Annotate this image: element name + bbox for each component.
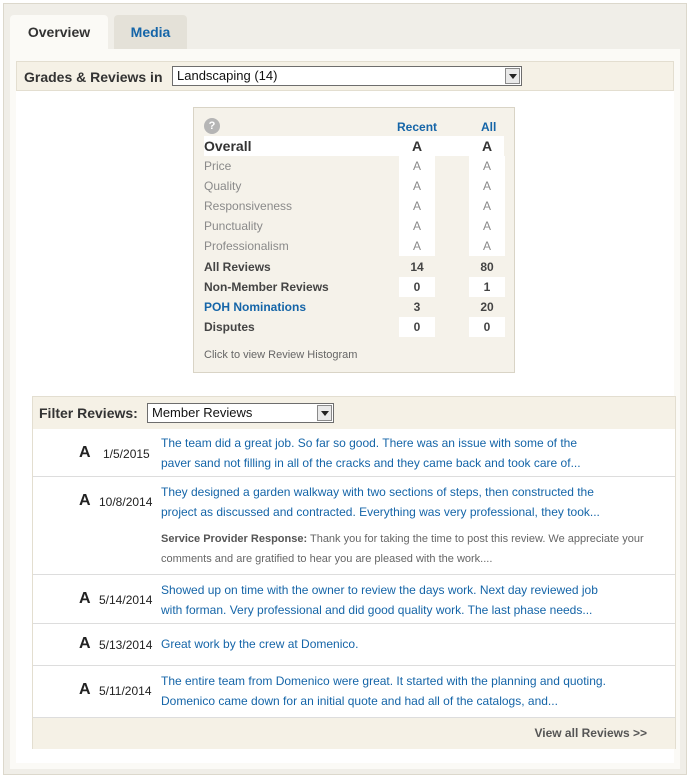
grade-recent: 3 (413, 300, 421, 314)
review-text-link[interactable] (161, 634, 621, 654)
grade-recent: 14 (410, 260, 424, 274)
grade-recent: A (411, 138, 423, 154)
grade-all: A (482, 219, 491, 233)
view-all-reviews-link[interactable]: View all Reviews >> (534, 726, 647, 740)
recent-column-header[interactable]: Recent (397, 120, 438, 134)
grade-row-price (204, 156, 504, 176)
grade-label: Responsiveness (204, 199, 293, 213)
category-select[interactable] (172, 66, 522, 86)
grade-recent: A (412, 219, 421, 233)
grades-header (16, 61, 674, 91)
review-grade: A (79, 444, 91, 461)
filter-select[interactable] (147, 403, 334, 423)
grade-row-punctuality (204, 216, 504, 236)
review-date: 5/11/2014 (99, 684, 152, 698)
chevron-down-icon[interactable] (317, 405, 332, 421)
grade-all: 1 (483, 280, 491, 294)
grades-reviews-area (16, 91, 674, 763)
review-text-line: with forman. Very professional and did good quality work. The last phase needs... (161, 603, 593, 617)
grades-title: Grades & Reviews in (24, 69, 163, 85)
provider-response (161, 529, 661, 569)
review-item (33, 575, 675, 624)
poh-nominations-link[interactable]: POH Nominations (204, 300, 307, 314)
profile-panel (3, 3, 687, 775)
grade-label: Disputes (204, 320, 255, 334)
grade-all: A (482, 179, 491, 193)
review-text-link[interactable] (161, 482, 621, 522)
review-text-link[interactable] (161, 671, 641, 711)
chevron-down-icon[interactable] (505, 68, 520, 84)
review-text-line: The team did a great job. So far so good. There was an issue with some of the (161, 436, 578, 450)
report-card (193, 107, 515, 373)
filter-select-value: Member Reviews (152, 405, 253, 420)
filter-bar (33, 397, 675, 429)
review-grade: A (79, 635, 91, 652)
review-text-link[interactable] (161, 580, 621, 620)
grade-all: A (482, 239, 491, 253)
grade-all: 0 (483, 320, 491, 334)
grade-row-non-member-reviews (204, 277, 504, 297)
grade-label: Punctuality (204, 219, 263, 233)
category-select-value: Landscaping (14) (177, 68, 278, 83)
review-histogram-link[interactable]: Click to view Review Histogram (204, 349, 358, 361)
review-text-line: Great work by the crew at Domenico. (161, 637, 359, 651)
grade-label: Quality (204, 179, 242, 193)
review-item (33, 429, 675, 477)
review-item (33, 624, 675, 666)
grade-label: Price (204, 159, 232, 173)
grade-label: Professionalism (204, 239, 289, 253)
grade-all: 20 (480, 300, 494, 314)
overview-content (10, 49, 680, 769)
tab-overview[interactable]: Overview (10, 15, 108, 49)
grade-row-all-reviews (204, 257, 504, 277)
tab-media[interactable]: Media (114, 15, 187, 49)
grade-recent: A (412, 179, 421, 193)
review-grade: A (79, 492, 91, 509)
review-item (33, 477, 675, 575)
review-text-line: Domenico came down for an initial quote and had all of the catalogs, and... (161, 694, 558, 708)
review-grade: A (79, 590, 91, 607)
grade-row-overall (204, 136, 504, 156)
grade-row-poh-nominations[interactable] (204, 297, 504, 317)
review-date: 10/8/2014 (99, 495, 153, 509)
response-label: Service Provider Response: (161, 533, 308, 545)
grade-label: Overall (204, 138, 252, 154)
reviews-footer (33, 718, 675, 749)
response-text: Thank you for taking the time to post this review. We appreciate your (307, 533, 644, 545)
grade-all: A (482, 159, 491, 173)
review-date: 5/14/2014 (99, 593, 153, 607)
grade-all: 80 (480, 260, 494, 274)
grade-recent: 0 (413, 280, 421, 294)
grade-recent: A (412, 239, 421, 253)
review-text-line: They designed a garden walkway with two sections of steps, then constructed the (161, 485, 594, 499)
filter-label: Filter Reviews: (39, 405, 138, 421)
reviews-list (32, 396, 676, 749)
review-text-line: Showed up on time with the owner to review the days work. Next day reviewed job (161, 583, 598, 597)
review-date: 1/5/2015 (103, 447, 150, 461)
review-text-line: The entire team from Domenico were great. It started with the planning and quoting. (161, 674, 606, 688)
review-text-link[interactable] (161, 433, 621, 473)
review-grade: A (79, 681, 91, 698)
grade-row-professionalism (204, 236, 504, 256)
review-text-line: project as discussed and contracted. Everything was very professional, they took... (161, 505, 600, 519)
grade-label: Non-Member Reviews (204, 280, 329, 294)
grade-all: A (482, 199, 491, 213)
review-date: 5/13/2014 (99, 638, 153, 652)
grade-row-disputes (204, 317, 504, 337)
grade-recent: A (412, 159, 421, 173)
all-column-header[interactable]: All (481, 120, 497, 134)
review-text-line: paver sand not filling in all of the cracks and they came back and took care of... (161, 456, 581, 470)
grade-recent: 0 (413, 320, 421, 334)
response-text: comments and are gratified to hear you are pleased with the work.... (161, 553, 493, 565)
grade-row-responsiveness (204, 196, 504, 216)
grade-recent: A (412, 199, 421, 213)
help-icon[interactable]: ? (204, 118, 220, 134)
grade-all: A (481, 138, 493, 154)
grade-label: All Reviews (204, 260, 271, 274)
grade-row-quality (204, 176, 504, 196)
review-item (33, 666, 675, 718)
